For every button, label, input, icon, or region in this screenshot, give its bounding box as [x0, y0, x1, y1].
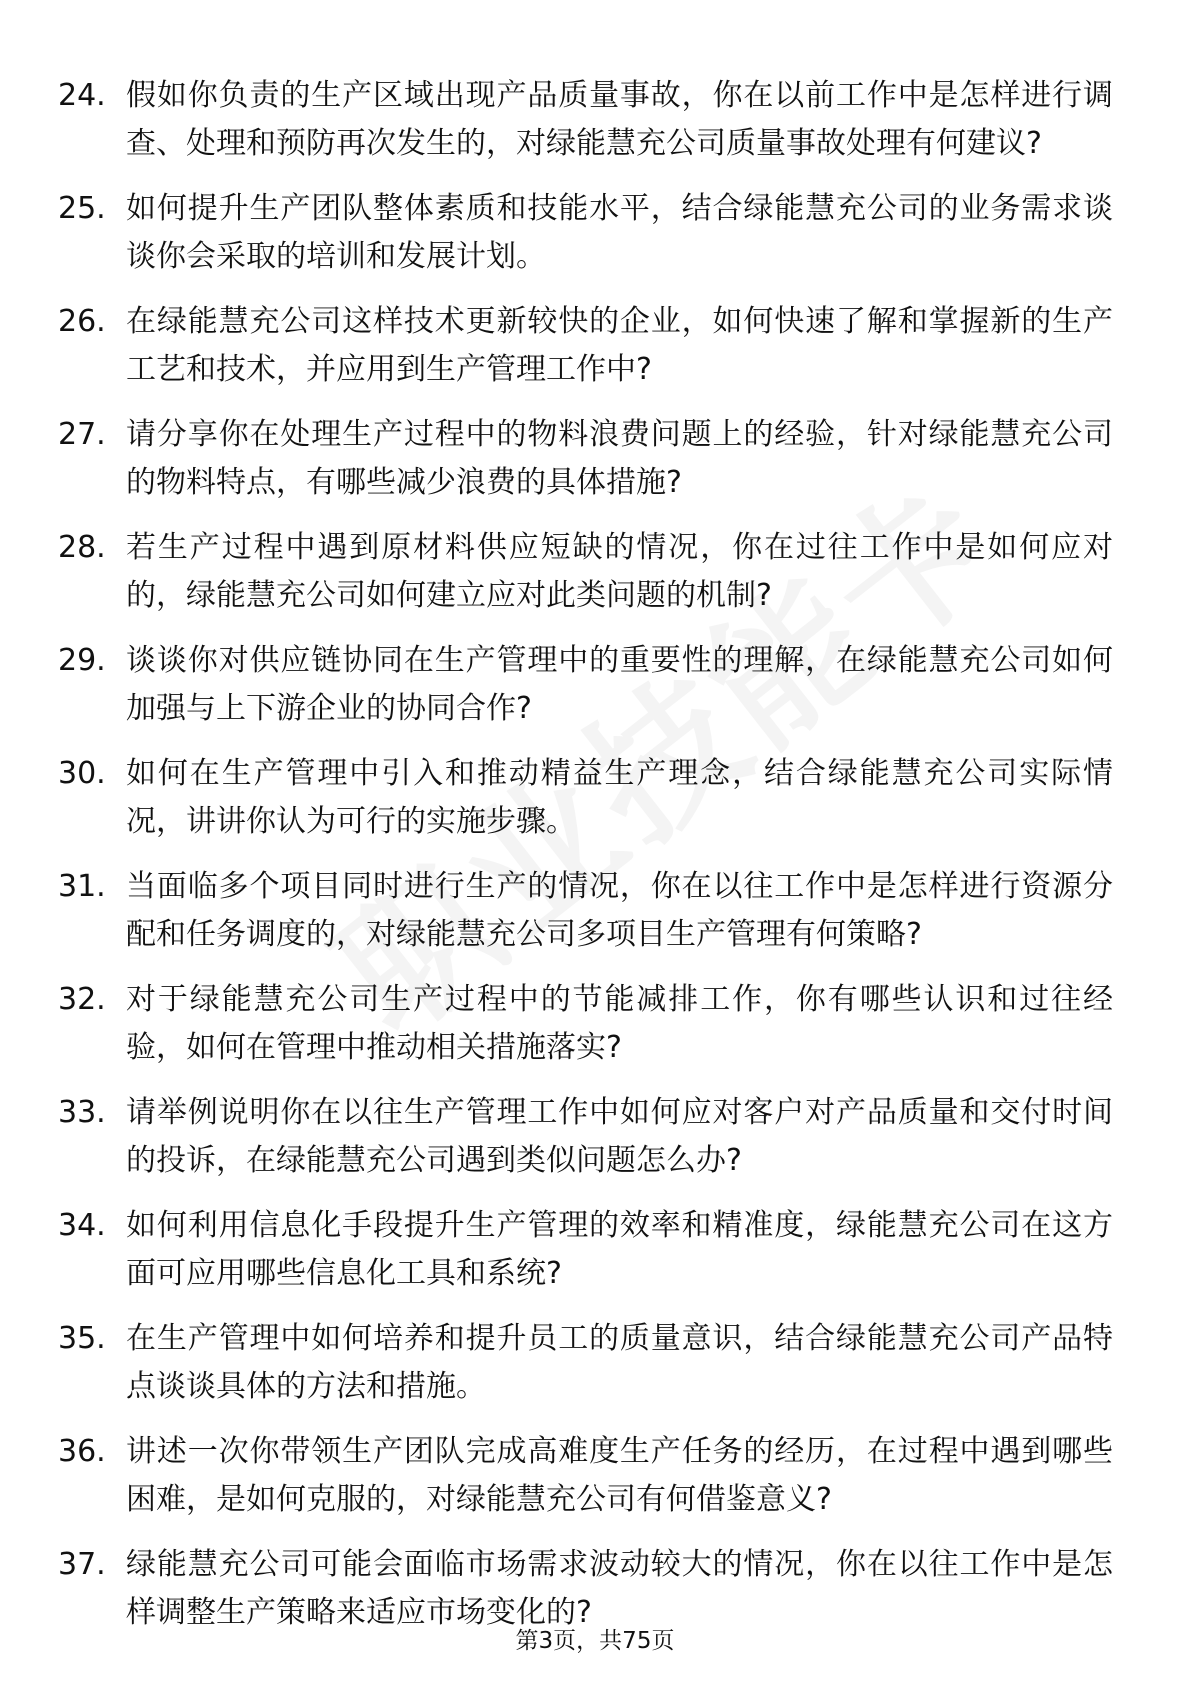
question-number: 35.	[58, 1321, 106, 1356]
question-item	[58, 411, 1118, 507]
question-number: 28.	[58, 530, 106, 565]
question-item	[58, 1315, 1118, 1411]
page-footer	[0, 1622, 1190, 1655]
question-item	[58, 185, 1118, 281]
page-number-label: 第3页，共75页	[515, 1628, 675, 1654]
question-number: 34.	[58, 1208, 106, 1243]
question-number: 36.	[58, 1434, 106, 1469]
question-text: 对于绿能慧充公司生产过程中的节能减排工作，你有哪些认识和过往经验，如何在管理中推动相关措施落实?	[126, 982, 1113, 1065]
question-text: 请举例说明你在以往生产管理工作中如何应对客户对产品质量和交付时间的投诉，在绿能慧充公司遇到类似问题怎么办?	[126, 1095, 1113, 1178]
question-number: 29.	[58, 643, 106, 678]
question-text: 当面临多个项目同时进行生产的情况，你在以往工作中是怎样进行资源分配和任务调度的，对绿能慧充公司多项目生产管理有何策略?	[126, 869, 1113, 952]
question-text: 如何在生产管理中引入和推动精益生产理念，结合绿能慧充公司实际情况，讲讲你认为可行的实施步骤。	[126, 756, 1113, 839]
question-item	[58, 1428, 1118, 1524]
question-item	[58, 1202, 1118, 1298]
question-item	[58, 72, 1118, 168]
question-text: 请分享你在处理生产过程中的物料浪费问题上的经验，针对绿能慧充公司的物料特点，有哪些减少浪费的具体措施?	[126, 417, 1113, 500]
question-number: 25.	[58, 191, 106, 226]
question-item	[58, 976, 1118, 1072]
question-text: 谈谈你对供应链协同在生产管理中的重要性的理解，在绿能慧充公司如何加强与上下游企业的协同合作?	[126, 643, 1113, 726]
question-number: 27.	[58, 417, 106, 452]
question-text: 假如你负责的生产区域出现产品质量事故，你在以前工作中是怎样进行调查、处理和预防再次发生的，对绿能慧充公司质量事故处理有何建议?	[126, 78, 1113, 161]
question-text: 在生产管理中如何培养和提升员工的质量意识，结合绿能慧充公司产品特点谈谈具体的方法和措施。	[126, 1321, 1113, 1404]
question-text: 若生产过程中遇到原材料供应短缺的情况，你在过往工作中是如何应对的，绿能慧充公司如何建立应对此类问题的机制?	[126, 530, 1113, 613]
question-number: 37.	[58, 1547, 106, 1582]
question-item	[58, 298, 1118, 394]
question-number: 26.	[58, 304, 106, 339]
question-text: 如何提升生产团队整体素质和技能水平，结合绿能慧充公司的业务需求谈谈你会采取的培训和发展计划。	[126, 191, 1113, 274]
question-text: 如何利用信息化手段提升生产管理的效率和精准度，绿能慧充公司在这方面可应用哪些信息化工具和系统?	[126, 1208, 1113, 1291]
question-number: 24.	[58, 78, 106, 113]
question-item	[58, 637, 1118, 733]
question-number: 32.	[58, 982, 106, 1017]
question-list	[58, 72, 1118, 1654]
question-number: 30.	[58, 756, 106, 791]
question-number: 31.	[58, 869, 106, 904]
question-item	[58, 1089, 1118, 1185]
question-item	[58, 750, 1118, 846]
question-number: 33.	[58, 1095, 106, 1130]
question-item	[58, 524, 1118, 620]
question-item	[58, 863, 1118, 959]
question-text: 在绿能慧充公司这样技术更新较快的企业，如何快速了解和掌握新的生产工艺和技术，并应用到生产管理工作中?	[126, 304, 1113, 387]
question-text: 绿能慧充公司可能会面临市场需求波动较大的情况，你在以往工作中是怎样调整生产策略来适应市场变化的?	[126, 1547, 1113, 1630]
question-text: 讲述一次你带领生产团队完成高难度生产任务的经历，在过程中遇到哪些困难，是如何克服的，对绿能慧充公司有何借鉴意义?	[126, 1434, 1113, 1517]
